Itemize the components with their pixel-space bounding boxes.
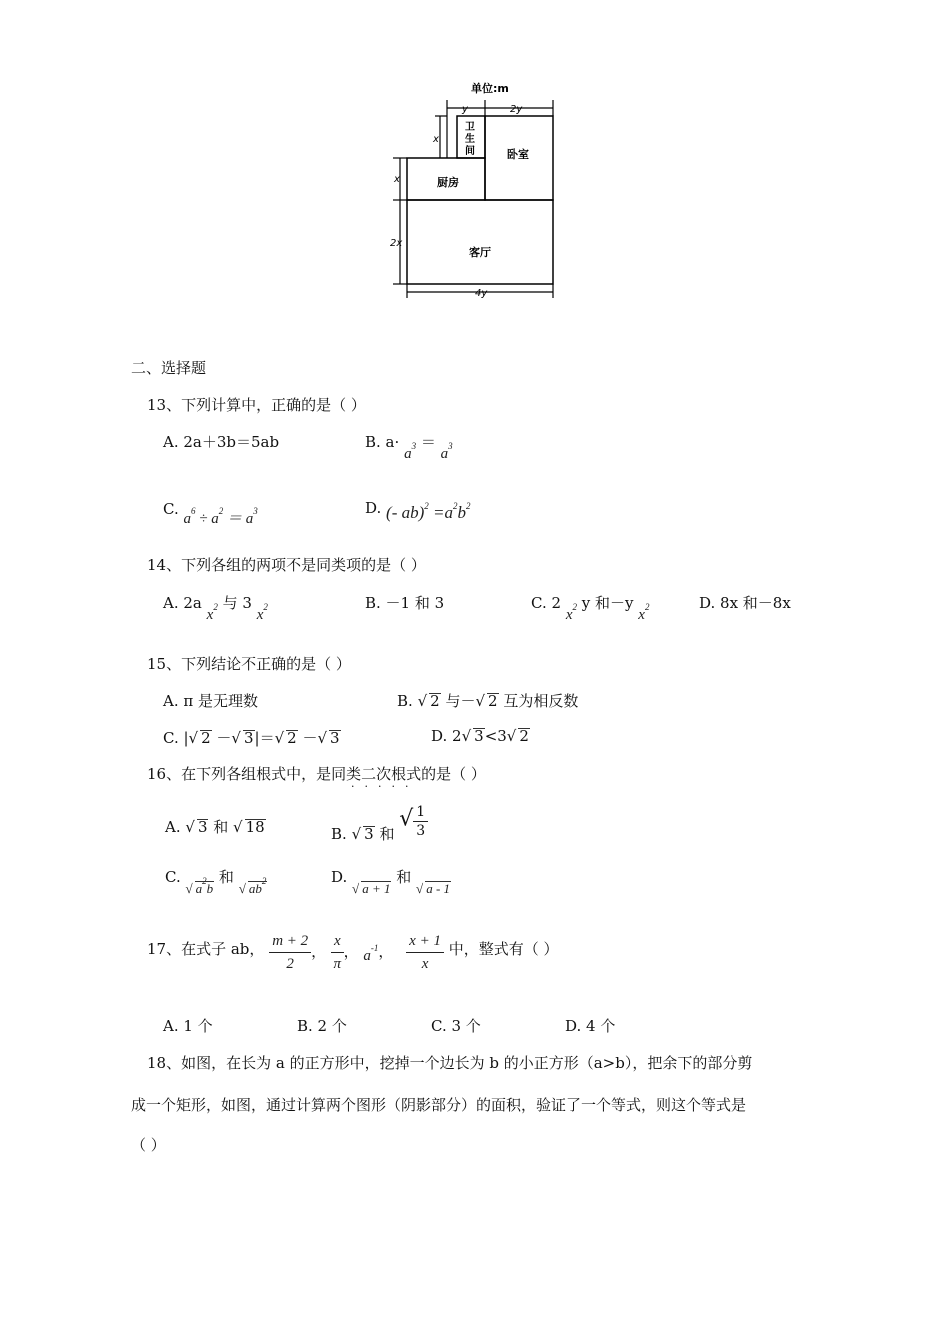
q16-option-d: D. √ a + 1 和 √ a - 1 — [331, 868, 451, 896]
emphasis-dots: ····· — [351, 780, 419, 793]
q15-option-d: D. 2√ 3<3√ 2 — [431, 727, 529, 745]
q15-option-b: B. √ 2 与－√ 2 互为相反数 — [397, 692, 579, 710]
q16-option-c: C. √ $a^2b$ 和 √ $ab^2$ — [165, 868, 267, 896]
bathroom-label-2: 生 — [465, 134, 475, 145]
q14-option-a: A. 2a $x^2$ 与 3 $x^2$ — [163, 594, 268, 623]
unit-label: 单位:m — [471, 82, 509, 95]
bedroom-label: 卧室 — [507, 148, 529, 161]
dim-4y-bottom: 4y — [475, 288, 488, 299]
q14-option-c: C. 2 $x^2$ y 和－y $x^2$ — [531, 594, 650, 623]
q15-option-a: A. π 是无理数 — [163, 692, 258, 710]
q18-line3: （ ） — [131, 1136, 166, 1154]
dim-x-left-mid: x — [394, 174, 400, 185]
bathroom-label-1: 卫 — [465, 122, 475, 133]
q13-option-a: A. 2a＋3b＝5ab — [163, 433, 280, 451]
living-label: 客厅 — [469, 246, 491, 259]
q14-stem: 14、下列各组的两项不是同类项的是（ ） — [147, 556, 426, 574]
bathroom-label-3: 间 — [465, 146, 475, 157]
dim-x-left-top: x — [433, 134, 439, 145]
q14-option-d: D. 8x 和－8x — [699, 594, 791, 612]
q16-option-a: A. √ 3 和 √ 18 — [165, 818, 265, 836]
q13-stem: 13、下列计算中，正确的是（ ） — [147, 396, 366, 414]
kitchen-label: 厨房 — [437, 176, 459, 189]
q17-option-a: A. 1 个 — [163, 1017, 213, 1035]
q18-line1: 18、如图，在长为 a 的正方形中，挖掉一个边长为 b 的小正方形（a>b），把余下的部分剪 — [147, 1054, 753, 1072]
q17-option-b: B. 2 个 — [297, 1017, 347, 1035]
q18-line2: 成一个矩形，如图，通过计算两个图形（阴影部分）的面积，验证了一个等式，则这个等式是 — [131, 1096, 747, 1114]
floor-plan-diagram — [385, 80, 565, 305]
section-title: 二、选择题 — [131, 359, 207, 377]
q16-stem: 16、在下列各组根式中，是同类二次根式的是（ ） — [147, 765, 486, 783]
dim-y-top: y — [462, 104, 468, 115]
living-room — [407, 200, 553, 284]
q13-option-c: C. $a^6 \div a^2 = a^3$ — [163, 500, 258, 527]
dim-2y-top: 2y — [510, 104, 523, 115]
q16-option-b: B. √ 3 和 √ $\frac{1}{3}$ — [331, 803, 428, 840]
q17-stem: 17、在式子 ab， $\frac{m + 2}{2}$ ， $\frac{x}{\pi}$ ， $a^{-1}$， $\frac{x + 1}{x}$ 中，整式有（ ） — [147, 930, 559, 975]
dim-2x-left: 2x — [390, 238, 403, 249]
q13-option-b: B. $a\cdot a^3 = a^3$ — [365, 433, 453, 462]
q17-option-d: D. 4 个 — [565, 1017, 616, 1035]
q13-option-d: D. (- $ab)^2 =a^2b^2$ — [365, 499, 471, 522]
q15-stem: 15、下列结论不正确的是（ ） — [147, 655, 351, 673]
q15-option-c: C. |√ 2 －√ 3|＝√ 2 －√ 3 — [163, 729, 340, 747]
q14-option-b: B. －1 和 3 — [365, 594, 445, 612]
q17-option-c: C. 3 个 — [431, 1017, 481, 1035]
